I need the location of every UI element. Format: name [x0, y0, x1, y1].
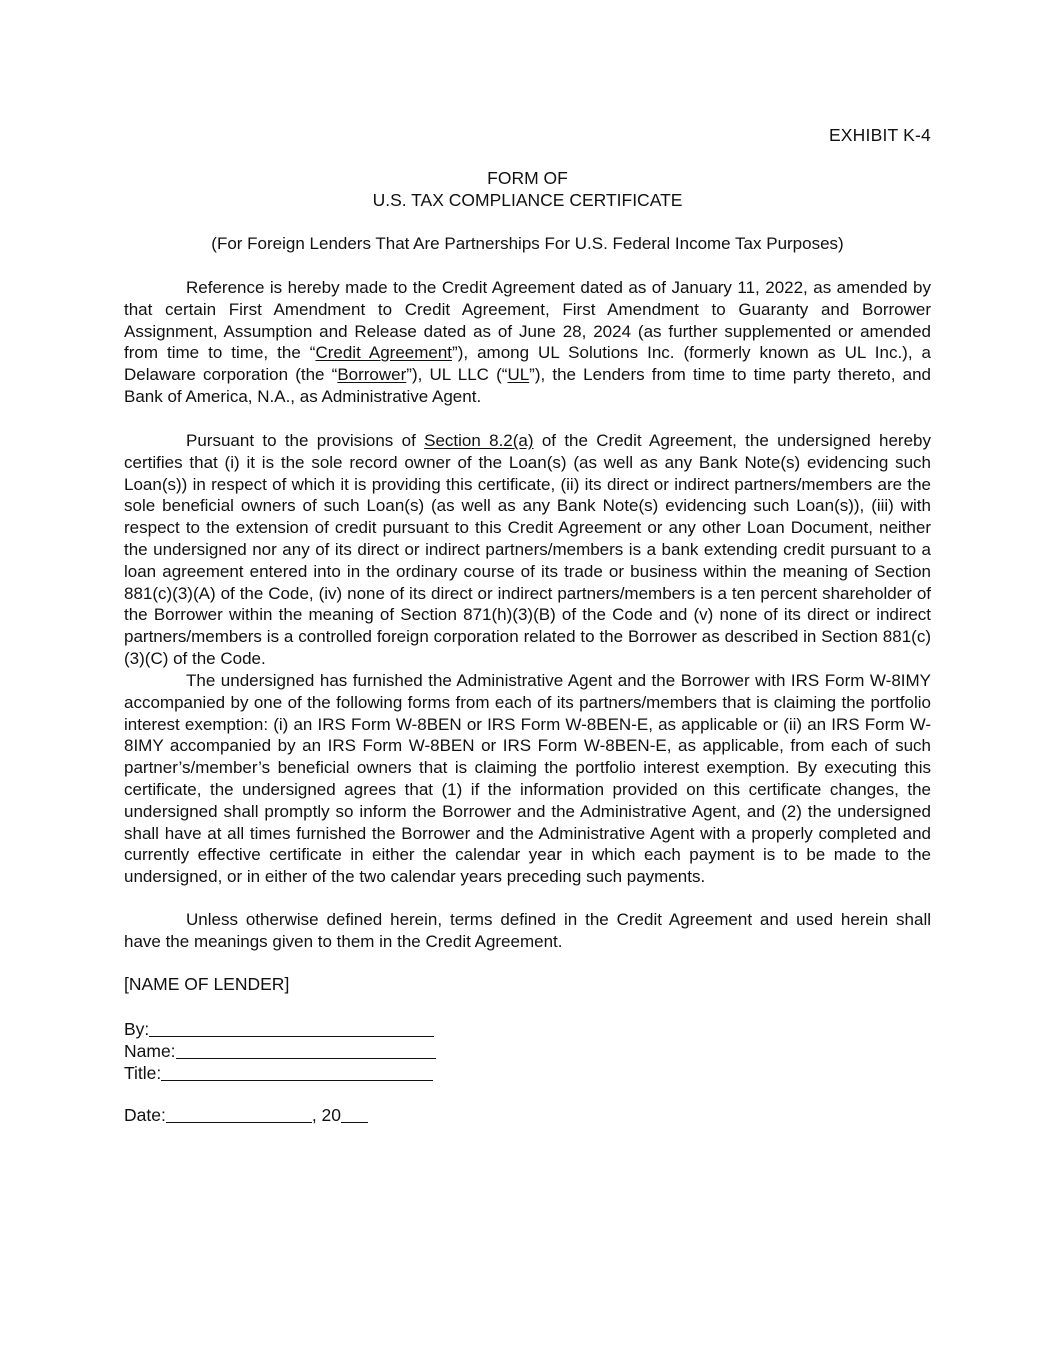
- lender-name-placeholder: [NAME OF LENDER]: [124, 974, 290, 994]
- signature-name-row: [124, 1041, 436, 1062]
- paragraph-forms-furnished: The undersigned has furnished the Administrative Agent and the Borrower with IRS Form W-8IMY accompanied by one of the following forms from each of its partners/members that is claiming the portfolio interest exemption: (i) an IRS Form W-8BEN or IRS Form W-8BEN-E, as applicable or (ii) an IRS Form W-8IMY accompanied by an IRS Form W-8BEN or IRS Form W-8BEN-E, as applicable, from each of such partner’s/member’s beneficial owners that is claiming the portfolio interest exemption. By executing this certificate, the undersigned agrees that (1) if the information provided on this certificate changes, the undersigned shall promptly so inform the Borrower and the Administrative Agent, and (2) the undersigned shall have at all times furnished the Borrower and the Administrative Agent with a properly completed and currently effective certificate in either the calendar year in which each payment is to be made to the undersigned, or in either of the two calendar years preceding such payments.: [124, 671, 931, 887]
- signature-title-row: [124, 1063, 433, 1084]
- paragraph-reference: [124, 277, 931, 408]
- form-subtitle: (For Foreign Lenders That Are Partnerships For U.S. Federal Income Tax Purposes): [211, 234, 844, 253]
- date-year-prefix: , 20: [311, 1105, 342, 1125]
- date-day-line[interactable]: [166, 1105, 312, 1123]
- signature-by-row: [124, 1019, 434, 1040]
- paragraph-text: ”), the Lenders from time to time party thereto, and Bank of America, N.A., as Administrative Agent.: [124, 365, 931, 406]
- defined-term-borrower: Borrower: [337, 365, 407, 385]
- name-label: Name:: [124, 1041, 176, 1061]
- paragraph-text: ”), UL LLC (“: [406, 365, 508, 385]
- section-reference: Section 8.2(a): [424, 431, 534, 450]
- name-signature-line[interactable]: [176, 1041, 436, 1059]
- paragraph-certification: [124, 430, 931, 670]
- paragraph-text: Pursuant to the provisions of: [186, 431, 425, 450]
- defined-term-ul: UL: [507, 365, 530, 385]
- paragraph-text: Reference is hereby made to the Credit Agreement dated as of January 11, 2022, as amended by that certain First Amendment to Credit Agreement, First Amendment to Guaranty and Borrower Assignment, Assumption and Release dated as of June 28, 2024 (as further supplemented or amended from time to time, the “: [124, 278, 931, 363]
- by-signature-line[interactable]: [149, 1019, 434, 1037]
- paragraph-definitions: Unless otherwise defined herein, terms defined in the Credit Agreement and used herein shall have the meanings given to them in the Credit Agreement.: [124, 910, 931, 951]
- paragraph-text: ”), among UL Solutions Inc. (formerly known as UL Inc.), a Delaware corporation (the “: [124, 343, 932, 385]
- form-title-line1: FORM OF: [487, 168, 568, 188]
- date-label: Date:: [124, 1105, 166, 1125]
- exhibit-label: EXHIBIT K-4: [828, 125, 931, 145]
- by-label: By:: [124, 1019, 150, 1039]
- date-row: [124, 1105, 368, 1126]
- title-label: Title:: [124, 1063, 162, 1083]
- defined-term-credit-agreement: Credit Agreement: [315, 343, 453, 363]
- form-title-line2: U.S. TAX COMPLIANCE CERTIFICATE: [372, 190, 683, 210]
- date-year-line[interactable]: [341, 1105, 368, 1123]
- paragraph-text: of the Credit Agreement, the undersigned hereby certifies that (i) it is the sole record owner of the Loan(s) (as well as any Bank Note(s) evidencing such Loan(s)) in respect of which it is providing this certificate, (ii) its direct or indirect partners/members are the sole beneficial owners of such Loan(s) (as well as any Bank Note(s) evidencing such Loan(s)), (iii) with respect to the extension of credit pursuant to this Credit Agreement or any other Loan Document, neither the undersigned nor any of its direct or indirect partners/members is a bank extending credit pursuant to a loan agreement entered into in the ordinary course of its trade or business within the meaning of Section 881(c)(3)(A) of the Code, (iv) none of its direct or indirect partners/members is a ten percent shareholder of the Borrower within the meaning of Section 871(h)(3)(B) of the Code and (v) none of its direct or indirect partners/members is a controlled foreign corporation related to the Borrower as described in Section 881(c)(3)(C) of the Code.: [124, 431, 931, 668]
- title-signature-line[interactable]: [161, 1063, 433, 1081]
